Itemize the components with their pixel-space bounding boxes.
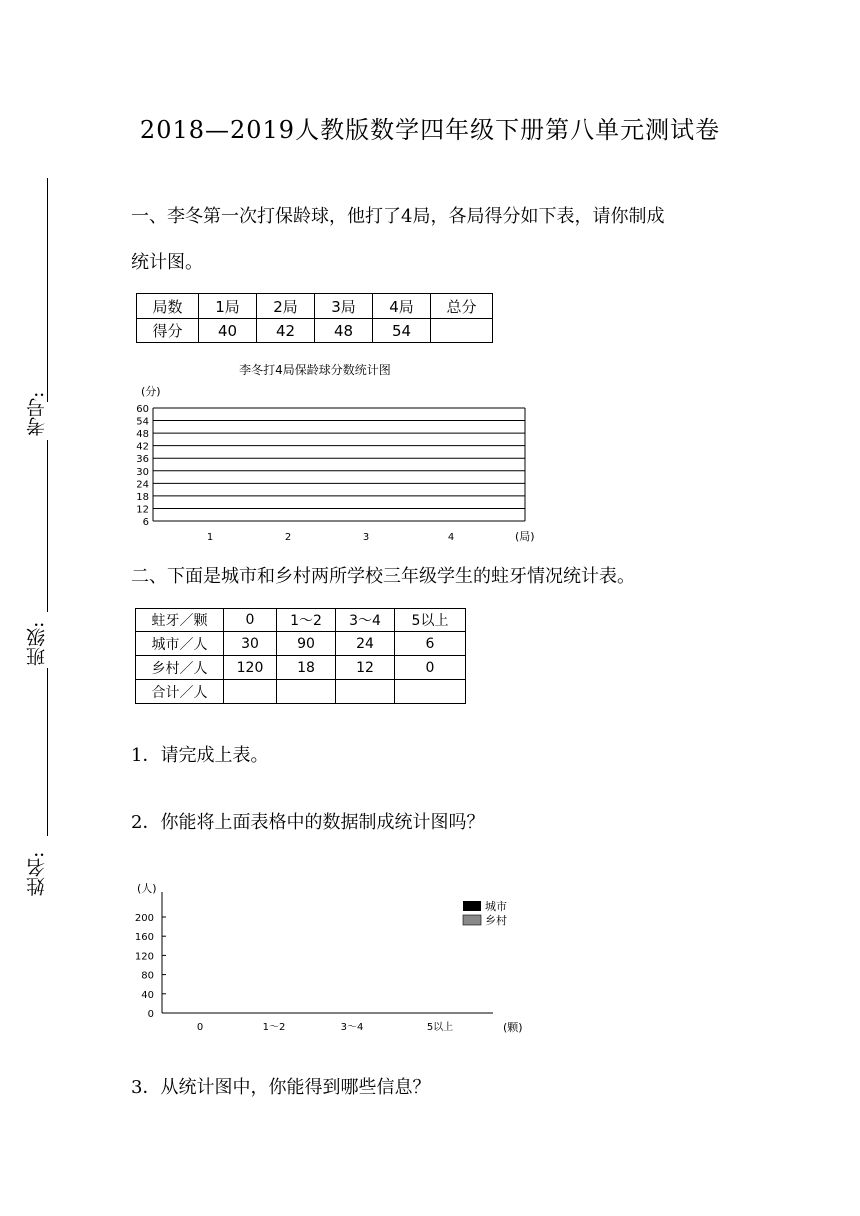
q1-text-line2: 统计图。 <box>131 252 203 273</box>
chart1-title: 李冬打4局保龄球分数统计图 <box>239 363 391 377</box>
chart2-x-tick-label: 0 <box>196 1022 204 1033</box>
label-xingming: 姓名: <box>26 851 48 896</box>
chart1-y-tick-label: 12 <box>136 504 149 516</box>
q1-table-total-blank[interactable] <box>431 319 493 343</box>
q1-table-cell: 1局 <box>199 294 257 319</box>
q1-table-score-row <box>137 319 493 343</box>
q2-table-cell: 合计／人 <box>136 680 224 704</box>
q2-table-cell: 1～2 <box>277 609 336 632</box>
q2-cavity-table <box>135 608 466 704</box>
chart1-bowling-grid <box>125 355 565 550</box>
chart1-y-tick-label: 6 <box>142 517 149 528</box>
chart1-y-tick-label: 30 <box>136 466 149 478</box>
q1-table-cell: 局数 <box>137 294 199 319</box>
q2-text: 二、下面是城市和乡村两所学校三年级学生的蛀牙情况统计表。 <box>131 566 635 587</box>
chart1-x-tick-label: 2 <box>284 532 292 543</box>
q2-sub3: 3．从统计图中，你能得到哪些信息？ <box>131 1077 431 1098</box>
chart1-y-axis-label: (分) <box>141 385 161 398</box>
chart2-y-tick-label: 200 <box>134 913 154 924</box>
chart1-y-tick-label: 60 <box>136 404 149 415</box>
chart1-x-tick-label: 3 <box>362 532 370 543</box>
q2-table-total-blank[interactable] <box>224 680 277 704</box>
q2-table-cell: 城市／人 <box>136 632 224 656</box>
legend-label-rural: 乡村 <box>485 914 507 927</box>
label-kaohao: 考号: <box>26 391 48 436</box>
chart2-x-tick-label: 5以上 <box>426 1022 454 1033</box>
q2-table-row <box>136 656 466 680</box>
q2-table-total-blank[interactable] <box>277 680 336 704</box>
chart2-y-axis-label: (人) <box>137 882 157 895</box>
q1-score-table <box>136 293 493 343</box>
q2-table-cell: 90 <box>277 632 336 656</box>
q2-table-total-row <box>136 680 466 704</box>
q2-sub2: 2．你能将上面表格中的数据制成统计图吗？ <box>131 812 485 833</box>
q1-table-cell: 40 <box>199 319 257 343</box>
q1-table-cell: 得分 <box>137 319 199 343</box>
margin-line-1 <box>47 178 48 402</box>
chart2-y-tick-label: 0 <box>147 1009 154 1020</box>
chart1-y-tick-label: 48 <box>136 429 149 441</box>
q1-table-cell: 42 <box>257 319 315 343</box>
chart2-y-tick-label: 80 <box>141 970 154 982</box>
q1-table-header-row <box>137 294 493 319</box>
chart1-y-tick-label: 36 <box>136 454 149 466</box>
chart2-x-tick-label: 3～4 <box>340 1022 364 1033</box>
q2-table-cell: 18 <box>277 656 336 680</box>
page-title: 2018—2019人教版数学四年级下册第八单元测试卷 <box>139 116 721 144</box>
chart2-y-tick-label: 40 <box>141 989 154 1001</box>
q2-table-cell: 乡村／人 <box>136 656 224 680</box>
q2-table-total-blank[interactable] <box>336 680 395 704</box>
label-banji: 班级: <box>26 621 48 666</box>
legend-label-city: 城市 <box>485 900 507 913</box>
q2-table-cell: 3～4 <box>336 609 395 632</box>
q2-table-cell: 蛀牙／颗 <box>136 609 224 632</box>
q2-table-cell: 120 <box>224 656 277 680</box>
q2-table-cell: 0 <box>224 609 277 632</box>
chart2-y-tick-label: 120 <box>134 951 154 963</box>
q1-table-cell: 总分 <box>431 294 493 319</box>
chart1-x-tick-label: 1 <box>206 532 214 543</box>
chart2-y-tick-label: 160 <box>134 932 154 944</box>
q2-table-cell: 5以上 <box>395 609 466 632</box>
q1-table-cell: 3局 <box>315 294 373 319</box>
margin-line-3 <box>47 668 48 836</box>
chart1-x-tick-label: 4 <box>447 532 455 543</box>
q2-table-cell: 12 <box>336 656 395 680</box>
q2-table-row <box>136 632 466 656</box>
q2-table-cell: 6 <box>395 632 466 656</box>
q2-table-header-row <box>136 609 466 632</box>
chart1-x-axis-label: (局) <box>515 530 535 543</box>
q1-table-cell: 48 <box>315 319 373 343</box>
q1-table-cell: 2局 <box>257 294 315 319</box>
chart1-y-tick-label: 18 <box>136 491 149 503</box>
chart1-y-tick-label: 54 <box>136 416 149 428</box>
legend-swatch-city <box>463 901 481 911</box>
q1-text-line1: 一、李冬第一次打保龄球，他打了4局，各局得分如下表，请你制成 <box>131 206 665 227</box>
q1-table-cell: 4局 <box>373 294 431 319</box>
q2-sub1: 1．请完成上表。 <box>131 745 269 766</box>
q1-table-cell: 54 <box>373 319 431 343</box>
chart1-y-tick-label: 42 <box>136 441 149 453</box>
chart2-cavity-axes <box>125 870 545 1040</box>
q2-table-cell: 30 <box>224 632 277 656</box>
legend-swatch-rural <box>463 915 481 925</box>
chart2-x-tick-label: 1～2 <box>262 1022 286 1033</box>
q2-table-total-blank[interactable] <box>395 680 466 704</box>
chart1-y-tick-label: 24 <box>136 479 149 491</box>
q2-table-cell: 24 <box>336 632 395 656</box>
margin-line-2 <box>47 440 48 612</box>
q2-table-cell: 0 <box>395 656 466 680</box>
chart2-x-axis-label: (颗) <box>503 1021 523 1034</box>
